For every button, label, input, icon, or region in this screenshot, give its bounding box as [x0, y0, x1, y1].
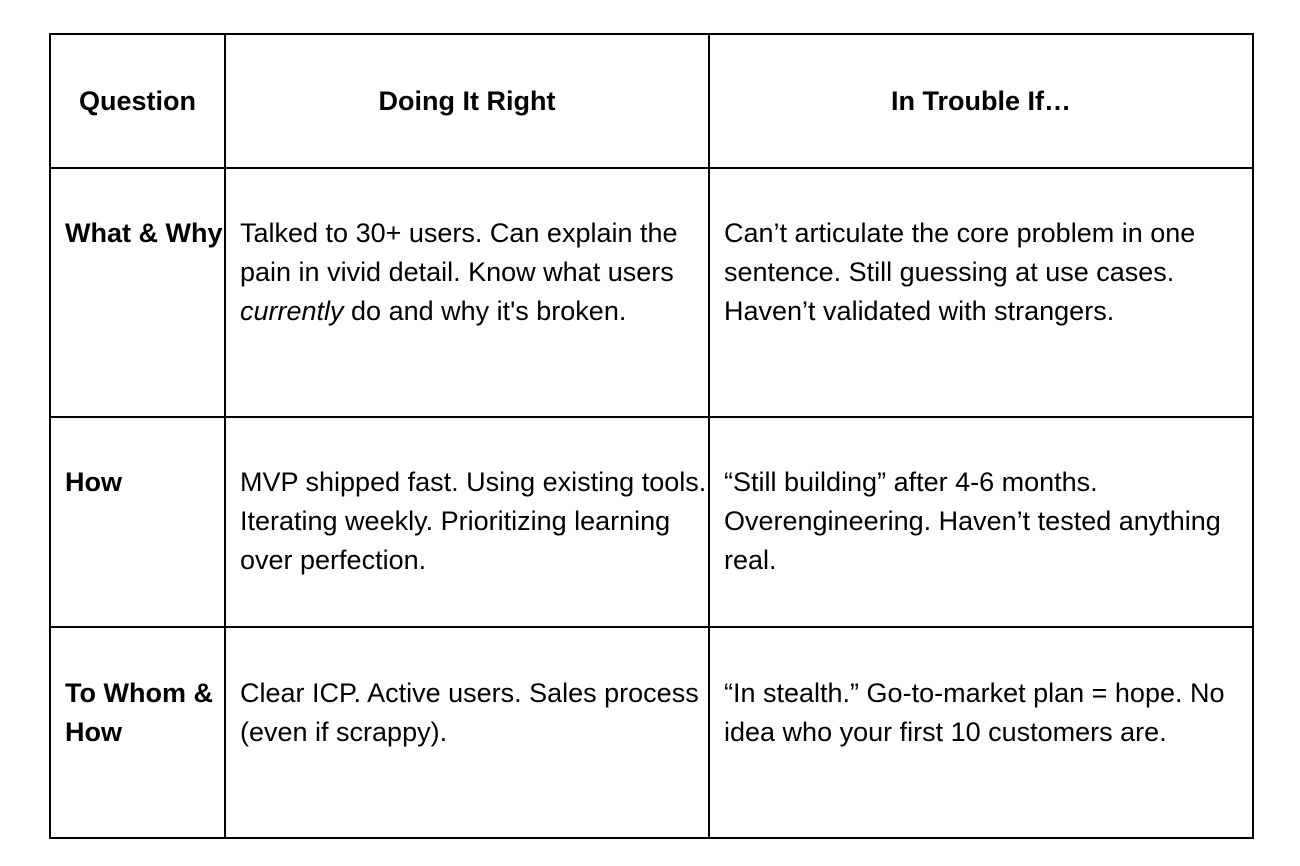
emphasis-text: currently: [240, 296, 344, 326]
table-row: [50, 627, 1253, 838]
header-doing-it-right: Doing It Right: [225, 34, 709, 168]
row-doing-it-right-cell: Clear ICP. Active users. Sales process (even if scrappy).: [225, 627, 709, 838]
table-row: [50, 417, 1253, 627]
table-header-row: [50, 34, 1253, 168]
cell-text: Talked to 30+ users. Can explain the pain in vivid detail. Know what users: [240, 218, 678, 287]
row-doing-it-right-cell: MVP shipped fast. Using existing tools. Iterating weekly. Prioritizing learning over perfection.: [225, 417, 709, 627]
table-row: [50, 168, 1253, 417]
row-in-trouble-if-cell: “In stealth.” Go-to-market plan = hope. No idea who your first 10 customers are.: [709, 627, 1253, 838]
header-question: Question: [50, 34, 225, 168]
cell-text: do and why it's broken.: [343, 296, 627, 326]
row-question-cell: What & Why: [50, 168, 225, 417]
row-in-trouble-if-cell: “Still building” after 4-6 months. Overengineering. Haven’t tested anything real.: [709, 417, 1253, 627]
row-question-cell: To Whom & How: [50, 627, 225, 838]
row-in-trouble-if-cell: Can’t articulate the core problem in one sentence. Still guessing at use cases. Haven’t validated with strangers.: [709, 168, 1253, 417]
header-in-trouble-if: In Trouble If…: [709, 34, 1253, 168]
row-doing-it-right-cell: [225, 168, 709, 417]
row-question-cell: How: [50, 417, 225, 627]
comparison-table: [49, 33, 1254, 839]
